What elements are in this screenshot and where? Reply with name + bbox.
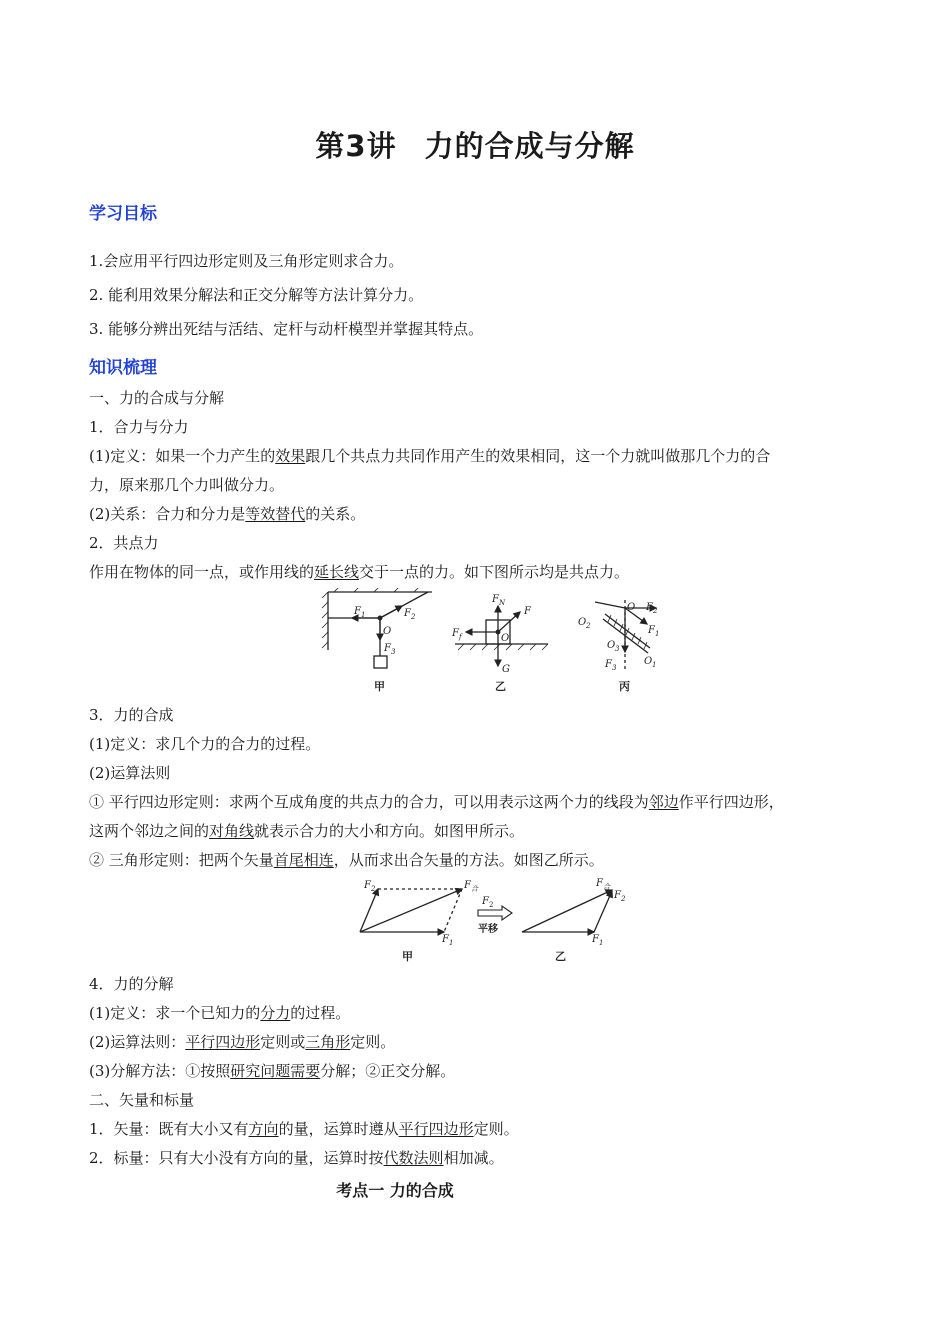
svg-text:O: O xyxy=(644,656,653,667)
goal-3: 3. 能够分辨出死结与活结、定杆与动杆模型并掌握其特点。 xyxy=(89,320,484,338)
concurrent-line: 作用在物体的同一点，或作用线的延长线交于一点的力。如下图所示均是共点力。 xyxy=(89,563,630,581)
svg-text:3: 3 xyxy=(391,648,396,656)
decomposition-method: (3)分解方法：①按照研究问题需要分解；②正交分解。 xyxy=(89,1062,456,1080)
svg-text:2: 2 xyxy=(411,613,416,621)
relation-line: (2)关系：合力和分力是等效替代的关系。 xyxy=(89,505,366,523)
svg-text:2: 2 xyxy=(653,607,658,615)
svg-text:F: F xyxy=(482,896,489,907)
goal-1: 1.会应用平行四边形定则及三角形定则求合力。 xyxy=(89,252,404,270)
page-title: 第3讲 力的合成与分解 xyxy=(315,129,635,163)
heading-vector-scalar: 二、矢量和标量 xyxy=(89,1091,195,1109)
svg-text:2: 2 xyxy=(371,885,376,893)
heading-resultant: 1．合力与分力 xyxy=(89,418,189,436)
svg-text:F: F xyxy=(492,594,499,605)
shift-arrow xyxy=(478,896,512,920)
scalar-line: 2．标量：只有大小没有方向的量，运算时按代数法则相加减。 xyxy=(89,1149,504,1167)
decomposition-rule: (2)运算法则：平行四边形定则或三角形定则。 xyxy=(89,1033,396,1051)
composition-rule: (2)运算法则 xyxy=(89,764,171,782)
section-goals-heading: 学习目标 xyxy=(89,204,157,224)
svg-text:F: F xyxy=(648,625,655,636)
topic-heading: 考点一 力的合成 xyxy=(336,1181,454,1200)
heading-concurrent: 2．共点力 xyxy=(89,534,159,552)
section-knowledge-heading: 知识梳理 xyxy=(89,358,157,378)
svg-text:G: G xyxy=(502,664,510,675)
svg-text:F: F xyxy=(605,659,612,670)
definition-line: (1)定义：如果一个力产生的效果跟几个共点力共同作用产生的效果相同，这一个力就叫做那几个力的合 xyxy=(89,447,771,465)
figure-label-yi: 乙 xyxy=(495,680,506,693)
svg-text:F: F xyxy=(354,606,361,617)
svg-text:2: 2 xyxy=(489,901,494,909)
goal-2: 2. 能利用效果分解法和正交分解等方法计算分力。 xyxy=(89,286,424,304)
svg-text:O: O xyxy=(383,626,392,637)
triangle-line: ② 三角形定则：把两个矢量首尾相连，从而求出合矢量的方法。如图乙所示。 xyxy=(89,851,604,869)
svg-text:O: O xyxy=(501,633,510,644)
svg-text:F: F xyxy=(592,934,599,945)
svg-text:1: 1 xyxy=(361,611,366,619)
figure2-label-jia: 甲 xyxy=(402,950,413,963)
vector-line: 1．矢量：既有大小又有方向的量，运算时遵从平行四边形定则。 xyxy=(89,1120,519,1138)
vector-addition-figure xyxy=(350,874,640,966)
composition-def: (1)定义：求几个力的合力的过程。 xyxy=(89,735,321,753)
svg-text:O: O xyxy=(578,617,587,628)
svg-text:1: 1 xyxy=(652,661,657,669)
figure-parallelogram xyxy=(360,889,462,932)
shift-label: 平移 xyxy=(478,924,498,935)
svg-text:3: 3 xyxy=(612,664,617,672)
svg-text:F: F xyxy=(646,602,653,613)
svg-text:F: F xyxy=(614,890,621,901)
svg-text:2: 2 xyxy=(586,622,591,630)
svg-text:1: 1 xyxy=(449,939,454,947)
svg-text:F: F xyxy=(384,643,391,654)
parallelogram-line-2: 这两个邻边之间的对角线就表示合力的大小和方向。如图甲所示。 xyxy=(89,822,525,840)
svg-text:1: 1 xyxy=(655,630,660,638)
svg-text:F: F xyxy=(452,628,459,639)
svg-text:F: F xyxy=(364,880,371,891)
svg-text:f: f xyxy=(459,633,462,641)
concurrent-forces-figure xyxy=(320,588,680,698)
figure-triangle xyxy=(522,890,612,932)
parallelogram-line: ① 平行四边形定则：求两个互成角度的共点力的合力，可以用表示这两个力的线段为邻边作平行四边形， xyxy=(89,793,784,811)
svg-text:1: 1 xyxy=(599,939,604,947)
svg-text:合: 合 xyxy=(471,885,478,893)
svg-text:N: N xyxy=(499,599,506,607)
heading-synthesis: 一、力的合成与分解 xyxy=(89,389,225,407)
svg-text:2: 2 xyxy=(621,895,626,903)
svg-text:F: F xyxy=(524,606,531,617)
figure2-label-yi: 乙 xyxy=(555,950,566,963)
svg-text:O: O xyxy=(607,640,616,651)
svg-text:F: F xyxy=(404,608,411,619)
definition-line-2: 力，原来那几个力叫做分力。 xyxy=(89,476,285,494)
heading-decomposition: 4．力的分解 xyxy=(89,975,174,993)
heading-composition: 3．力的合成 xyxy=(89,706,174,724)
figure-label-bing: 丙 xyxy=(619,680,630,693)
figure-jia xyxy=(322,588,432,668)
svg-text:O: O xyxy=(627,602,636,613)
svg-text:F: F xyxy=(464,880,471,891)
svg-text:3: 3 xyxy=(615,645,620,653)
decomposition-def: (1)定义：求一个已知力的分力的过程。 xyxy=(89,1004,351,1022)
svg-text:合: 合 xyxy=(603,883,610,891)
svg-text:F: F xyxy=(596,878,603,889)
svg-text:F: F xyxy=(442,934,449,945)
figure-label-jia: 甲 xyxy=(374,680,385,693)
